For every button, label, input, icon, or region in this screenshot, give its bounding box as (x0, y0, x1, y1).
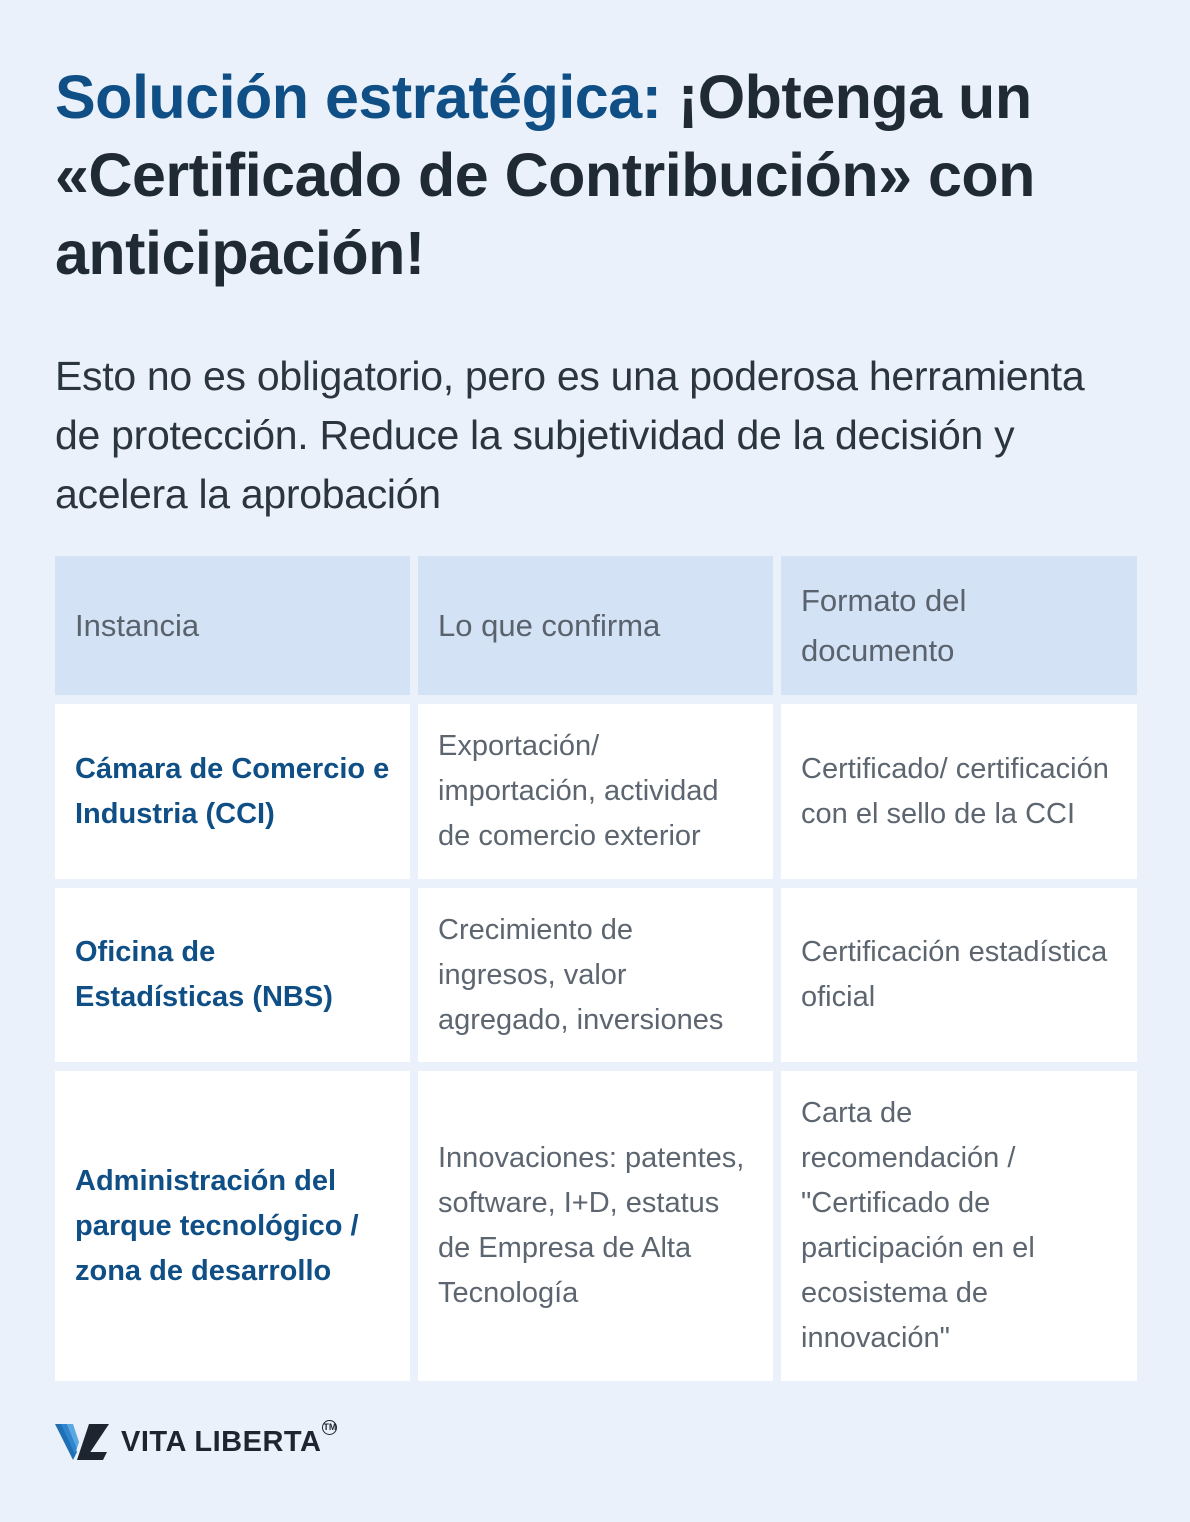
table-row-3-confirms: Innovaciones: patentes, software, I+D, estatus de Empresa de Alta Tecnología (418, 1071, 773, 1381)
table-row-3-instance: Administración del parque tecnológico / zona de desarrollo (55, 1071, 410, 1381)
table-row-1-format: Certificado/ certificación con el sello de la CCI (781, 704, 1137, 879)
table-header-confirms: Lo que confirma (418, 556, 773, 695)
table-row-1-instance: Cámara de Comercio e Industria (CCI) (55, 704, 410, 879)
page-subtitle: Esto no es obligatorio, pero es una poderosa herramienta de protección. Reduce la subjetividad de la decisión y acelera la aprobación (55, 353, 1085, 517)
vita-liberta-logo-icon (55, 1422, 109, 1462)
table-header-format: Formato del documento (781, 556, 1137, 695)
brand-name (121, 1421, 337, 1459)
content-area (55, 58, 1137, 524)
table-row-2-confirms: Crecimiento de ingresos, valor agregado, inversiones (418, 888, 773, 1062)
brand-logo (55, 1421, 337, 1462)
brand-name-text: VITA LIBERTA (121, 1425, 322, 1458)
page-title-rest: ¡Obtenga un «Certificado de Contribución» con anticipación! (55, 63, 1035, 287)
table-row-2-instance: Oficina de Estadísticas (NBS) (55, 888, 410, 1062)
table-row-1-confirms: Exportación/ importación, actividad de comercio exterior (418, 704, 773, 879)
table-row-2-format: Certificación estadística oficial (781, 888, 1137, 1062)
table-row-3-format: Carta de recomendación / "Certificado de participación en el ecosistema de innovación" (781, 1071, 1137, 1381)
page-title (55, 58, 1137, 292)
table-header-instance: Instancia (55, 556, 410, 695)
page-title-accent: Solución estratégica: (55, 63, 662, 131)
certificates-table (55, 556, 1137, 1381)
trademark-badge: TM (322, 1420, 337, 1435)
